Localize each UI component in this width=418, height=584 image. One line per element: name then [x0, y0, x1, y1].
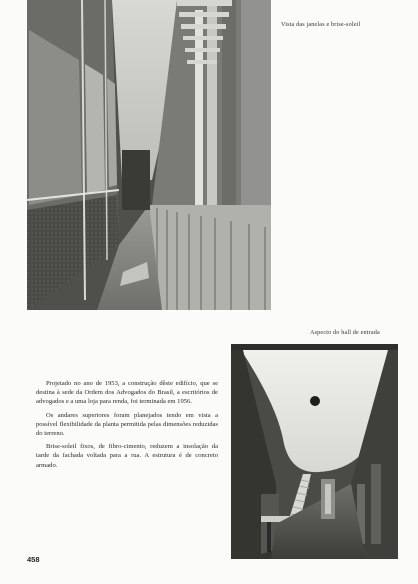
entrance-hall-photo: [231, 344, 398, 559]
body-paragraph-3: Brise-soleil fixos, de fibro-cimento, reduzem a insolação da tarde da fachada voltada para a rua. A estrutura é de concreto armado.: [36, 443, 218, 469]
article-body: [36, 379, 218, 474]
body-paragraph-2: Os andares superiores foram planejados tendo em vista a possível flexibilidade da planta permitida pelas dimensões reduzidas do terreno.: [36, 411, 218, 438]
hall-illustration: [231, 344, 398, 559]
photo1-caption: Vista das janelas e brise-soleil: [281, 21, 361, 28]
corridor-illustration: [27, 0, 271, 310]
page-number: 458: [27, 555, 40, 564]
photo2-caption: Aspecto do hall de entrada: [310, 329, 380, 336]
corridor-brise-soleil-photo: [27, 0, 271, 310]
body-paragraph-1: Projetado no ano de 1953, a construção dêste edifício, que se destina à sede da Ordem dos Advogados do Brasil, a escritórios de advogados e a uma loja para renda, foi terminada em 1956.: [36, 380, 218, 406]
